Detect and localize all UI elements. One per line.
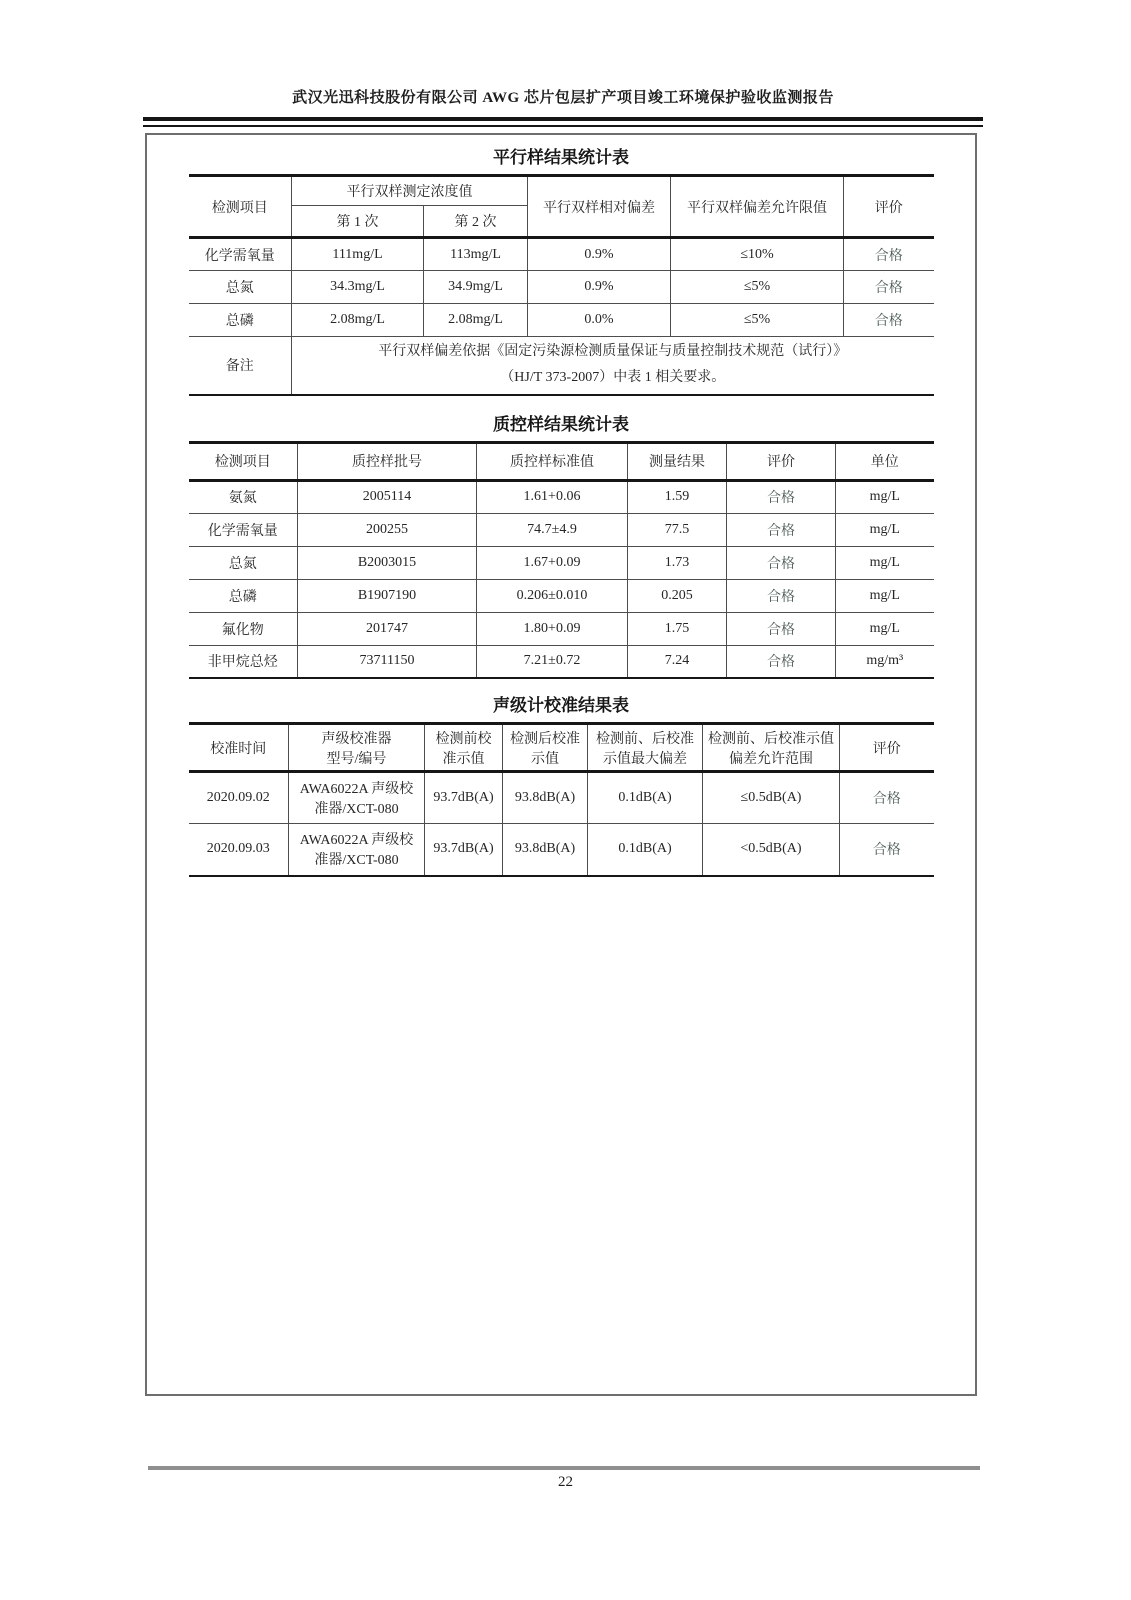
content-frame <box>145 133 977 1396</box>
cell-pre: 93.7dB(A) <box>425 824 503 876</box>
cell-limit: ≤5% <box>671 271 844 304</box>
column-header-item: 检测项目 <box>189 176 292 238</box>
cell-unit: mg/m³ <box>836 645 934 678</box>
cell-item: 化学需氧量 <box>189 513 298 546</box>
cell-value-1: 2.08mg/L <box>292 304 424 337</box>
table-row <box>189 238 934 271</box>
column-header-deviation-limit: 平行双样偏差允许限值 <box>671 176 844 238</box>
cell-device: AWA6022A 声级校准器/XCT-080 <box>289 772 425 824</box>
calibrator-header-line-2: 型号/编号 <box>326 751 387 767</box>
cell-deviation: 0.9% <box>528 271 671 304</box>
cell-item: 氟化物 <box>189 612 298 645</box>
cell-standard: 74.7±4.9 <box>477 513 628 546</box>
cell-unit: mg/L <box>836 612 934 645</box>
cell-evaluation: 合格 <box>727 579 836 612</box>
cell-batch: 200255 <box>298 513 477 546</box>
column-header-second-run: 第 2 次 <box>424 206 528 238</box>
header-double-rule <box>143 117 983 127</box>
remark-line-1: 平行双样偏差依据《固定污染源检测质量保证与质量控制技术规范（试行）》 <box>378 344 848 360</box>
page-number: 22 <box>558 1474 573 1490</box>
cell-result: 1.73 <box>628 546 727 579</box>
column-header-duplicate-group: 平行双样测定浓度值 <box>292 176 528 206</box>
cell-deviation: 0.1dB(A) <box>588 772 703 824</box>
cell-evaluation: 合格 <box>727 645 836 678</box>
parallel-sample-table-title: 平行样结果统计表 <box>493 148 629 167</box>
cell-unit: mg/L <box>836 480 934 513</box>
cell-post: 93.8dB(A) <box>503 772 588 824</box>
cell-item: 总磷 <box>189 579 298 612</box>
cell-standard: 1.67+0.09 <box>477 546 628 579</box>
cell-range: <0.5dB(A) <box>703 824 840 876</box>
cell-value-1: 34.3mg/L <box>292 271 424 304</box>
cell-item: 总氮 <box>189 546 298 579</box>
cell-unit: mg/L <box>836 546 934 579</box>
column-header-result: 测量结果 <box>628 442 727 480</box>
column-header-evaluation: 评价 <box>840 724 934 772</box>
table-row <box>189 824 934 876</box>
cell-value-1: 111mg/L <box>292 238 424 271</box>
qc-sample-table-title: 质控样结果统计表 <box>493 414 629 434</box>
remark-row <box>189 337 934 395</box>
cell-result: 77.5 <box>628 513 727 546</box>
sound-calibration-table-title: 声级计校准结果表 <box>493 696 629 715</box>
column-header-allowed-range: 检测前、后校准示值偏差允许范围 <box>703 724 840 772</box>
cell-deviation: 0.1dB(A) <box>588 824 703 876</box>
cell-unit: mg/L <box>836 579 934 612</box>
parallel-sample-table <box>189 174 934 396</box>
cell-item: 总磷 <box>189 304 292 337</box>
footer-rule <box>148 1466 980 1470</box>
column-header-batch: 质控样批号 <box>298 442 477 480</box>
column-header-pre-test-reading: 检测前校准示值 <box>425 724 503 772</box>
cell-evaluation: 合格 <box>840 824 934 876</box>
cell-standard: 1.61+0.06 <box>477 480 628 513</box>
cell-item: 非甲烷总烃 <box>189 645 298 678</box>
cell-evaluation: 合格 <box>844 271 934 304</box>
cell-evaluation: 合格 <box>727 546 836 579</box>
cell-standard: 0.206±0.010 <box>477 579 628 612</box>
table-row <box>189 271 934 304</box>
cell-device: AWA6022A 声级校准器/XCT-080 <box>289 824 425 876</box>
sound-calibration-table <box>189 722 934 877</box>
cell-result: 7.24 <box>628 645 727 678</box>
cell-limit: ≤10% <box>671 238 844 271</box>
cell-batch: 2005114 <box>298 480 477 513</box>
cell-standard: 7.21±0.72 <box>477 645 628 678</box>
cell-evaluation: 合格 <box>727 513 836 546</box>
column-header-relative-deviation: 平行双样相对偏差 <box>528 176 671 238</box>
cell-value-2: 34.9mg/L <box>424 271 528 304</box>
cell-batch: 73711150 <box>298 645 477 678</box>
column-header-evaluation: 评价 <box>844 176 934 238</box>
cell-batch: B1907190 <box>298 579 477 612</box>
column-header-calibrator-model <box>289 724 425 772</box>
cell-value-2: 113mg/L <box>424 238 528 271</box>
table-row <box>189 772 934 824</box>
cell-result: 1.59 <box>628 480 727 513</box>
column-header-unit: 单位 <box>836 442 934 480</box>
cell-range: ≤0.5dB(A) <box>703 772 840 824</box>
column-header-item: 检测项目 <box>189 442 298 480</box>
cell-deviation: 0.9% <box>528 238 671 271</box>
remark-line-2: （HJ/T 373-2007）中表 1 相关要求。 <box>500 370 726 386</box>
cell-unit: mg/L <box>836 513 934 546</box>
column-header-evaluation: 评价 <box>727 442 836 480</box>
cell-post: 93.8dB(A) <box>503 824 588 876</box>
table-row <box>189 579 934 612</box>
cell-deviation: 0.0% <box>528 304 671 337</box>
cell-pre: 93.7dB(A) <box>425 772 503 824</box>
cell-item: 氨氮 <box>189 480 298 513</box>
remark-label: 备注 <box>189 337 292 395</box>
document-header-title: 武汉光迅科技股份有限公司 AWG 芯片包层扩产项目竣工环境保护验收监测报告 <box>292 90 834 106</box>
cell-evaluation: 合格 <box>844 238 934 271</box>
column-header-max-deviation: 检测前、后校准示值最大偏差 <box>588 724 703 772</box>
cell-batch: B2003015 <box>298 546 477 579</box>
column-header-calibration-time: 校准时间 <box>189 724 289 772</box>
table-row <box>189 480 934 513</box>
cell-result: 1.75 <box>628 612 727 645</box>
table-row <box>189 513 934 546</box>
cell-item: 总氮 <box>189 271 292 304</box>
cell-evaluation: 合格 <box>840 772 934 824</box>
cell-evaluation: 合格 <box>727 480 836 513</box>
cell-limit: ≤5% <box>671 304 844 337</box>
calibrator-header-line-1: 声级校准器 <box>321 731 392 747</box>
cell-item: 化学需氧量 <box>189 238 292 271</box>
table-row <box>189 546 934 579</box>
table-row <box>189 304 934 337</box>
table-row <box>189 645 934 678</box>
column-header-standard-value: 质控样标准值 <box>477 442 628 480</box>
cell-date: 2020.09.02 <box>189 772 289 824</box>
cell-standard: 1.80+0.09 <box>477 612 628 645</box>
cell-result: 0.205 <box>628 579 727 612</box>
cell-batch: 201747 <box>298 612 477 645</box>
cell-evaluation: 合格 <box>844 304 934 337</box>
column-header-first-run: 第 1 次 <box>292 206 424 238</box>
column-header-post-test-reading: 检测后校准示值 <box>503 724 588 772</box>
table-row <box>189 612 934 645</box>
qc-sample-table <box>189 441 934 680</box>
cell-date: 2020.09.03 <box>189 824 289 876</box>
cell-value-2: 2.08mg/L <box>424 304 528 337</box>
remark-content <box>292 337 934 395</box>
cell-evaluation: 合格 <box>727 612 836 645</box>
